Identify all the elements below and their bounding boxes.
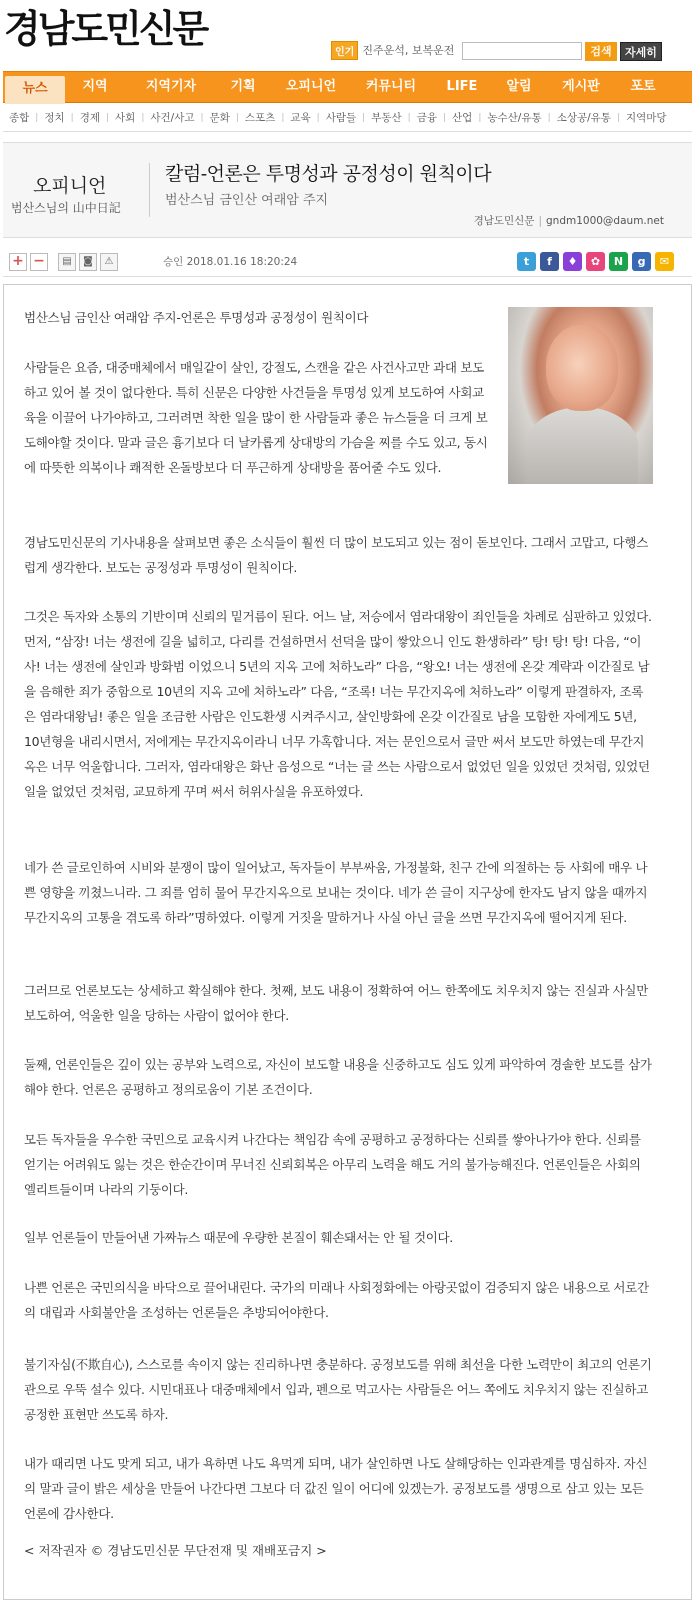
article-paragraph: 그러므로 언론보도는 상세하고 확실해야 한다. 첫째, 보도 내용이 정확하여 어느 한쪽에도 치우치지 않는 진실과 사실만 보도하여, 억울한 일을 당하는 사람이 없어야 한다.	[24, 983, 648, 1023]
article-paragraph: 그것은 독자와 소통의 기반이며 신뢰의 밑거름이 된다. 어느 날, 저승에서 염라대왕이 죄인들을 차례로 심판하고 있었다. 먼저, “삼장! 너는 생전에 길을 넓히고, 다리를 건설하면서 선덕을 많이 쌓았으니 인도 환생하라” 탕! 탕! 탕! 다음, “이사! 너는 생전에 살인과 방화범 이었으니 5년의 지옥 고에 처하노라” 다음, “왕오! 너는 생전에 온갖 계략과 이간질로 남을 음해한 죄가 중함으로 10년의 지옥 고에 처하노라” 다음, “조록! 너는 무간지옥에 처하노라” 이렇게 판결하자, 조록은 염라대왕님! 좋은 일을 조금한 사람은 인도환생 시켜주시고, 살인방화에 온갖 이간질로 남을 모함한 자에게도 5년, 10년형을 내리시면서, 저에게는 무간지옥이라니 너무 가혹합니다. 저는 문인으로서 글만 써서 보도만 하였는데 무간지옥은 너무 억울합니다. 그러자, 염라대왕은 화난 음성으로 “너는 글 쓰는 사람으로서 없었던 일을 있었던 것처럼, 있었던 일을 없었던 것처럼, 교묘하게 꾸며 써서 허위사실을 유포하였다.	[24, 609, 652, 799]
nav-item-opinion[interactable]: 오피니언	[285, 79, 337, 94]
twitter-share-icon[interactable]: t	[517, 252, 536, 271]
article-header	[3, 142, 692, 238]
nav-item-life[interactable]: LIFE	[446, 79, 478, 94]
article-paragraph: 네가 쓴 글로인하여 시비와 분쟁이 많이 일어났고, 독자들이 부부싸움, 가정불화, 친구 간에 의절하는 등 사회에 매우 나쁜 영향을 끼쳤느니라. 그 죄를 엄히 물어 무간지옥으로 보내는 것이다. 네가 쓴 글이 지구상에 한자도 남지 않을 때까지 무간지옥의 고통을 겪도록 하라”명하였다. 이렇게 거짓을 말하거나 사실 아닌 글을 쓰면 무간지옥에 떨어지게 된다.	[24, 860, 648, 925]
subnav-separator: |	[547, 112, 551, 123]
header-divider	[149, 163, 150, 217]
subnav-item[interactable]: 산업	[452, 112, 473, 124]
subnav-separator: |	[362, 112, 366, 123]
font-decrease-button[interactable]: −	[30, 253, 48, 271]
instagram-share-icon[interactable]: ✿	[586, 252, 605, 271]
subnav-item[interactable]: 금융	[416, 112, 437, 124]
print-icon[interactable]: ▤	[58, 253, 76, 271]
site-logo[interactable]: 경남도민신문	[4, 7, 207, 51]
subnav-item[interactable]: 농수산/유통	[487, 112, 542, 124]
photo-icon[interactable]: ◙	[79, 253, 97, 271]
detail-search-button[interactable]: 자세히	[620, 42, 662, 61]
subnav-item[interactable]: 종합	[9, 112, 30, 124]
subnav-item[interactable]: 교육	[290, 112, 311, 124]
subnav-item[interactable]: 소상공/유통	[556, 112, 611, 124]
subnav-item[interactable]: 사람들	[325, 112, 357, 124]
kakaostory-share-icon[interactable]: ♦	[563, 252, 582, 271]
approved-datetime: 승인 2018.01.16 18:20:24	[163, 256, 298, 268]
subnav-separator: |	[442, 112, 447, 123]
section-subtitle[interactable]: 범산스님의 山中日記	[11, 201, 121, 215]
popular-keyword-list[interactable]: 진주운석, 보복운전	[362, 44, 455, 57]
article-paragraph: 일부 언론들이 만들어낸 가짜뉴스 때문에 우량한 본질이 훼손돼서는 안 될 것이다.	[24, 1230, 453, 1245]
subnav-separator: |	[70, 112, 74, 123]
article-paragraph: 경남도민신문의 기사내용을 살펴보면 좋은 소식들이 훨씬 더 많이 보도되고 있는 점이 돋보인다. 그래서 고맙고, 다행스럽게 생각한다. 보도는 공정성과 투명성이 원칙이다.	[24, 535, 648, 575]
article-paragraph: 사람들은 요즘, 대중매체에서 매일같이 살인, 강절도, 스캔을 같은 사건사고만 과대 보도하고 있어 볼 것이 없다한다. 특히 신문은 다양한 사건들을 투명성 있게 보도하여 사회교육을 이끌어 나가야하고, 그러려면 착한 일을 많이 한 사람들과 좋은 뉴스들을 더 크게 보도해야할 것이다. 말과 글은 흉기보다 더 날카롭게 상대방의 가슴을 찌를 수도 있고, 동시에 따뜻한 의복이나 쾌적한 온돌방보다 더 푸근하게 상대방을 품어줄 수도 있다.	[24, 360, 488, 475]
article-meta: 경남도민신문 | gndm1000@daum.net	[473, 215, 664, 227]
article-paragraph: 둘째, 언론인들은 깊이 있는 공부와 노력으로, 자신이 보도할 내용을 신중하고도 심도 있게 파악하여 경솔한 보도를 삼가 해야 한다. 언론은 공평하고 정의로움이 기본 조건이다.	[24, 1057, 652, 1097]
subnav-separator: |	[35, 112, 39, 123]
article-paragraph: 나쁜 언론은 국민의식을 바닥으로 끌어내린다. 국가의 미래나 사회정화에는 아랑곳없이 검증되지 않은 내용으로 서로간의 대립과 사회불안을 조성하는 언론들은 추방되어야한다.	[24, 1280, 649, 1320]
popular-badge: 인기	[331, 41, 358, 60]
subnav-item[interactable]: 사건/사고	[150, 112, 195, 124]
search-input[interactable]	[462, 42, 582, 60]
popular-keywords	[331, 42, 454, 58]
subnav-item[interactable]: 지역마당	[626, 112, 667, 124]
subnav-item[interactable]: 스포츠	[244, 112, 276, 124]
subnav-separator: |	[105, 112, 110, 123]
naver-share-icon[interactable]: N	[609, 252, 628, 271]
alarm-icon[interactable]: ⚠	[100, 253, 118, 271]
article-paragraph: 내가 때리면 나도 맞게 되고, 내가 욕하면 나도 욕먹게 되며, 내가 살인하면 나도 살해당하는 인과관계를 명심하자. 자신의 말과 글이 밝은 세상을 만들어 나간다면 그보다 더 값진 일이 어디에 있겠는가. 공정보도를 생명으로 삼고 있는 모든 언론에 감사한다.	[24, 1456, 648, 1521]
subnav-separator: |	[478, 112, 482, 123]
subnav-separator: |	[235, 112, 239, 123]
article-lead: 범산스님 금인산 여래암 주지-언론은 투명성과 공정성이 원칙이다	[24, 310, 369, 325]
subnav-item[interactable]: 문화	[209, 112, 230, 124]
publisher-name: 경남도민신문	[473, 215, 535, 227]
nav-item-region[interactable]: 지역	[82, 79, 108, 94]
article-subtitle: 범산스님 금인산 여래암 주지	[165, 193, 329, 208]
nav-item-board[interactable]: 게시판	[562, 79, 600, 94]
nav-item-planning[interactable]: 기획	[230, 79, 256, 94]
subnav-separator: |	[281, 112, 285, 123]
article-paragraph: 모든 독자들을 우수한 국민으로 교육시켜 나간다는 책임감 속에 공평하고 공정하다는 신뢰를 쌓아나가야 한다. 신뢰를 얻기는 어려워도 잃는 것은 한순간이며 무너진 신뢰회복은 아무리 노력을 해도 거의 불가능해진다. 언론인들은 사회의 엘리트들이며 나라의 기둥이다.	[24, 1132, 641, 1197]
subnav-separator: |	[200, 112, 204, 123]
article-title: 칼럼-언론은 투명성과 공정성이 원칙이다	[165, 163, 492, 185]
font-increase-button[interactable]: +	[9, 253, 27, 271]
sub-nav	[3, 104, 692, 132]
nav-item-notice[interactable]: 알림	[506, 79, 532, 94]
nav-item-region-reporter[interactable]: 지역기자	[145, 79, 197, 94]
facebook-share-icon[interactable]: f	[540, 252, 559, 271]
subnav-item[interactable]: 부동산	[371, 112, 402, 124]
main-nav	[3, 71, 692, 103]
subnav-separator: |	[141, 112, 145, 123]
article-paragraph: 불기자심(不欺自心), 스스로를 속이지 않는 진리하나면 충분하다. 공정보도를 위해 최선을 다한 노력만이 최고의 언론기관으로 우뚝 설수 있다. 시민대표나 대중매체에서 입과, 펜으로 먹고사는 사람들은 어느 쪽에도 치우치지 않는 진실하고 공정한 표현만 쓰도록 하자.	[24, 1357, 652, 1422]
email-share-icon[interactable]: ✉	[655, 252, 674, 271]
subnav-item[interactable]: 정치	[44, 112, 65, 124]
subnav-separator: |	[407, 112, 411, 123]
search-button[interactable]: 검색	[585, 42, 617, 61]
nav-item-photo[interactable]: 포토	[630, 79, 656, 94]
author-photo-face	[546, 325, 618, 411]
copyright-notice: < 저작권자 © 경남도민신문 무단전재 및 재배포금지 >	[24, 1543, 327, 1558]
nav-item-news[interactable]: 뉴스	[5, 76, 65, 104]
author-photo-robe	[526, 407, 638, 484]
reporter-email[interactable]: gndm1000@daum.net	[546, 215, 664, 227]
author-photo	[508, 307, 653, 484]
section-title[interactable]: 오피니언	[33, 175, 107, 197]
subnav-item[interactable]: 사회	[115, 112, 136, 124]
article-toolbar	[3, 247, 692, 277]
subnav-separator: |	[316, 112, 320, 123]
subnav-item[interactable]: 경제	[79, 112, 100, 124]
nav-item-community[interactable]: 커뮤니티	[365, 79, 417, 94]
subnav-separator: |	[616, 112, 620, 123]
site-header	[0, 0, 695, 70]
google-share-icon[interactable]: g	[632, 252, 651, 271]
